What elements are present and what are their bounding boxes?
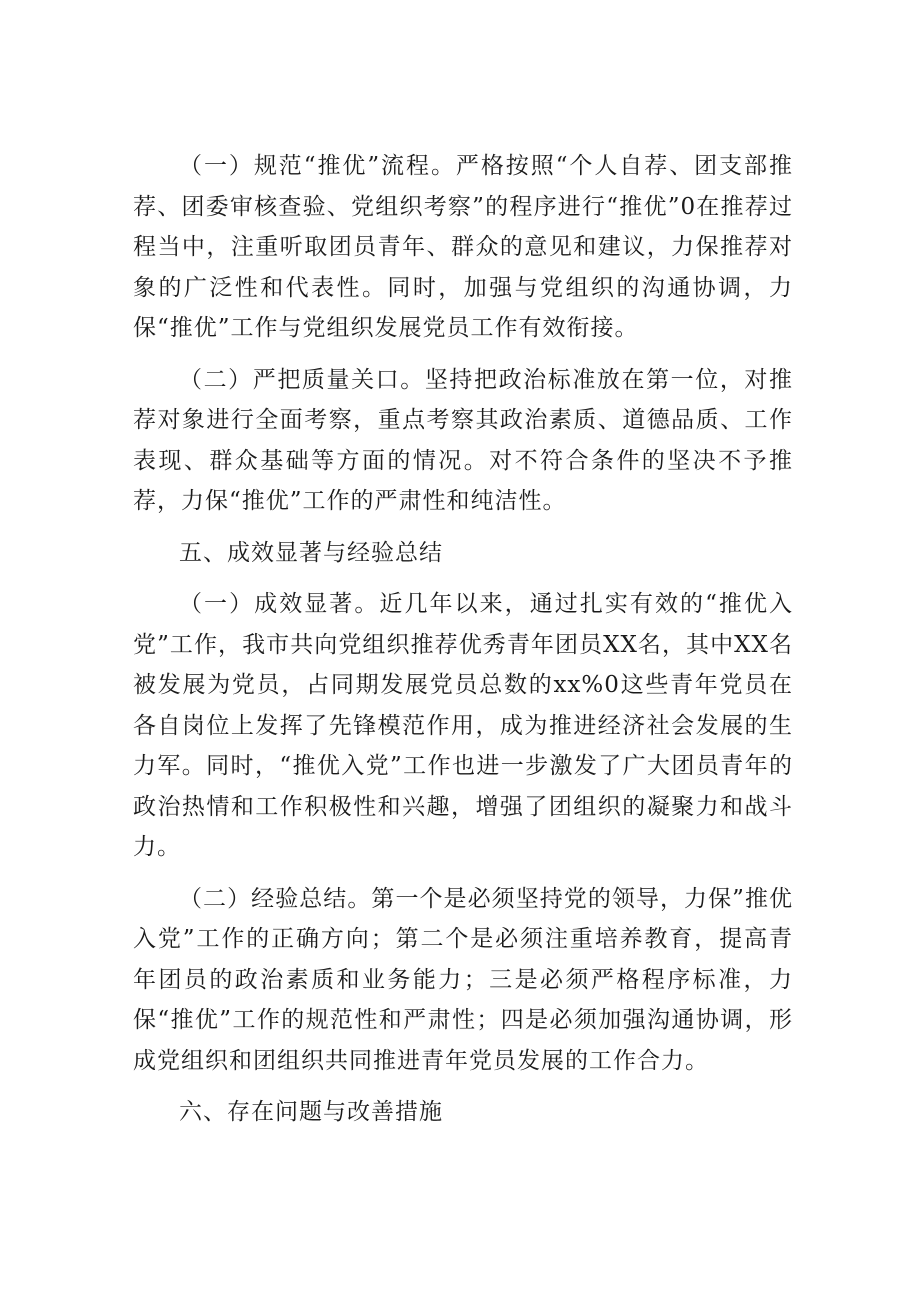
section-heading-results: 五、成效显著与经验总结 — [179, 539, 443, 566]
section-heading-problems: 六、存在问题与改善措施 — [179, 1099, 443, 1125]
paragraph-experience-summary: （二）经验总结。第一个是必须坚持党的领导，力保”推优入党”工作的正确方向；第二个是必须注重培养教育，提高青年团员的政治素质和业务能力；三是必须严格程序标准，力保“推优”工作的规范性和严肃性；四是必须加强沟通协调，形成党组织和团组织共同推进青年党员发展的工作合力。 — [133, 885, 793, 1074]
paragraph-standardize-process: （一）规范“推优”流程。严格按照“个人自荐、团支部推荐、团委审核查验、党组织考察”的程序进行“推优”0在推荐过程当中，注重听取团员青年、群众的意见和建议，力保推荐对象的广泛性和代表性。同时，加强与党组织的沟通协调，力保“推优”工作与党组织发展党员工作有效衔接。 — [133, 153, 793, 341]
paragraph-quality-control: （二）严把质量关口。坚持把政治标准放在第一位，对推荐对象进行全面考察，重点考察其政治素质、道德品质、工作表现、群众基础等方面的情况。对不符合条件的坚决不予推荐，力保“推优”工作的严肃性和纯洁性。 — [133, 366, 793, 514]
paragraph-results: （一）成效显著。近几年以来，通过扎实有效的“推优入党”工作，我市共向党组织推荐优秀青年团员XX名，其中XX名被发展为党员，占同期发展党员总数的xx%0这些青年党员在各自岗位上发挥了先锋模范作用，成为推进经济社会发展的生力军。同时，“推优入党”工作也进一步激发了广大团员青年的政治热情和工作积极性和兴趣，增强了团组织的凝聚力和战斗力。 — [133, 591, 793, 860]
document-body — [133, 146, 793, 1144]
